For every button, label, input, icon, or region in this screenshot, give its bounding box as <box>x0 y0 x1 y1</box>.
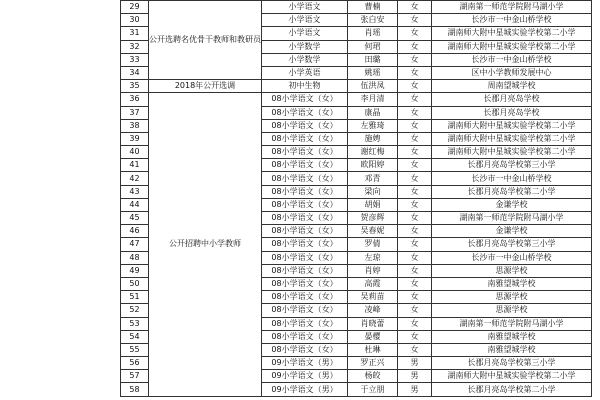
name-cell: 罗正兴 <box>348 357 398 370</box>
row-number: 56 <box>121 357 149 370</box>
sex-cell: 女 <box>398 106 432 119</box>
sex-cell: 女 <box>398 80 432 93</box>
subject-cell: 08小学语文（女） <box>262 343 348 356</box>
school-cell: 金谦学校 <box>432 225 592 238</box>
name-cell: 贺彦辉 <box>348 212 398 225</box>
name-cell: 田璐 <box>348 53 398 66</box>
sex-cell: 女 <box>398 238 432 251</box>
name-cell: 姚瑶 <box>348 66 398 79</box>
school-cell: 长郡月亮岛学校 <box>432 106 592 119</box>
category-cell: 公开选聘名优骨干教师和教研员 <box>149 1 262 80</box>
school-cell: 长郡月亮岛学校第三小学 <box>432 357 592 370</box>
subject-cell: 小学数学 <box>262 40 348 53</box>
school-cell: 湖南师大附中星城实验学校第二小学 <box>432 370 592 383</box>
school-cell: 区中小学教师发展中心 <box>432 66 592 79</box>
school-cell: 长郡月亮岛学校第三小学 <box>432 159 592 172</box>
subject-cell: 小学数学 <box>262 53 348 66</box>
row-number: 48 <box>121 251 149 264</box>
category-cell: 2018年公开选调 <box>149 80 262 93</box>
subject-cell: 08小学语文（女） <box>262 172 348 185</box>
name-cell: 康晶 <box>348 106 398 119</box>
sex-cell: 女 <box>398 146 432 159</box>
row-number: 34 <box>121 66 149 79</box>
sex-cell: 女 <box>398 212 432 225</box>
school-cell: 周南望城学校 <box>432 80 592 93</box>
row-number: 47 <box>121 238 149 251</box>
row-number: 44 <box>121 198 149 211</box>
name-cell: 胡娟 <box>348 198 398 211</box>
sex-cell: 女 <box>398 330 432 343</box>
name-cell: 伍洪凤 <box>348 80 398 93</box>
subject-cell: 09小学语文（男） <box>262 370 348 383</box>
name-cell: 晏樱 <box>348 330 398 343</box>
subject-cell: 08小学语文（女） <box>262 119 348 132</box>
school-cell: 长沙市一中金山桥学校 <box>432 251 592 264</box>
category-cell: 公开招聘中小学教师 <box>149 93 262 396</box>
table-row <box>121 1 592 14</box>
row-number: 33 <box>121 53 149 66</box>
subject-cell: 08小学语文（女） <box>262 317 348 330</box>
subject-cell: 小学语文 <box>262 27 348 40</box>
row-number: 51 <box>121 291 149 304</box>
school-cell: 南雅望城学校 <box>432 277 592 290</box>
name-cell: 左雅琦 <box>348 119 398 132</box>
subject-cell: 初中生物 <box>262 80 348 93</box>
subject-cell: 08小学语文（女） <box>262 159 348 172</box>
row-number: 35 <box>121 80 149 93</box>
subject-cell: 08小学语文（女） <box>262 251 348 264</box>
school-cell: 湖南第一师范学院附马湖小学 <box>432 212 592 225</box>
name-cell: 左琼 <box>348 251 398 264</box>
row-number: 42 <box>121 172 149 185</box>
name-cell: 李月清 <box>348 93 398 106</box>
subject-cell: 08小学语文（女） <box>262 291 348 304</box>
sex-cell: 女 <box>398 14 432 27</box>
name-cell: 肖晓蕾 <box>348 317 398 330</box>
sex-cell: 男 <box>398 370 432 383</box>
row-number: 32 <box>121 40 149 53</box>
subject-cell: 小学语文 <box>262 14 348 27</box>
row-number: 39 <box>121 132 149 145</box>
subject-cell: 08小学语文（女） <box>262 106 348 119</box>
table-row <box>121 93 592 106</box>
sex-cell: 女 <box>398 198 432 211</box>
subject-cell: 08小学语文（女） <box>262 212 348 225</box>
row-number: 31 <box>121 27 149 40</box>
row-number: 43 <box>121 185 149 198</box>
row-number: 57 <box>121 370 149 383</box>
row-number: 50 <box>121 277 149 290</box>
school-cell: 湖南师大附中星城实验学校第二小学 <box>432 40 592 53</box>
sex-cell: 男 <box>398 357 432 370</box>
table-row <box>121 80 592 93</box>
subject-cell: 08小学语文（女） <box>262 198 348 211</box>
row-number: 37 <box>121 106 149 119</box>
subject-cell: 08小学语文（女） <box>262 330 348 343</box>
name-cell: 肖瑶 <box>348 27 398 40</box>
name-cell: 肖婷 <box>348 264 398 277</box>
name-cell: 何珺 <box>348 40 398 53</box>
row-number: 53 <box>121 317 149 330</box>
name-cell: 吴莉苗 <box>348 291 398 304</box>
sex-cell: 女 <box>398 93 432 106</box>
name-cell: 邓青 <box>348 172 398 185</box>
school-cell: 湖南师大附中星城实验学校第二小学 <box>432 132 592 145</box>
subject-cell: 小学语文 <box>262 1 348 14</box>
school-cell: 长沙市一中金山桥学校 <box>432 53 592 66</box>
sex-cell: 女 <box>398 66 432 79</box>
sex-cell: 女 <box>398 251 432 264</box>
row-number: 30 <box>121 14 149 27</box>
row-number: 40 <box>121 146 149 159</box>
row-number: 38 <box>121 119 149 132</box>
sex-cell: 女 <box>398 132 432 145</box>
school-cell: 湖南第一师范学院附马湖小学 <box>432 317 592 330</box>
name-cell: 高霞 <box>348 277 398 290</box>
row-number: 41 <box>121 159 149 172</box>
row-number: 46 <box>121 225 149 238</box>
sex-cell: 女 <box>398 264 432 277</box>
name-cell: 吴春妮 <box>348 225 398 238</box>
sex-cell: 女 <box>398 159 432 172</box>
sex-cell: 女 <box>398 172 432 185</box>
name-cell: 凌峰 <box>348 304 398 317</box>
name-cell: 杨皎 <box>348 370 398 383</box>
school-cell: 长郡月亮岛学校第三小学 <box>432 238 592 251</box>
row-number: 52 <box>121 304 149 317</box>
sex-cell: 女 <box>398 119 432 132</box>
name-cell: 于立朋 <box>348 383 398 396</box>
subject-cell: 08小学语文（女） <box>262 93 348 106</box>
school-cell: 思源学校 <box>432 264 592 277</box>
row-number: 58 <box>121 383 149 396</box>
school-cell: 思源学校 <box>432 291 592 304</box>
sex-cell: 女 <box>398 225 432 238</box>
school-cell: 金谦学校 <box>432 198 592 211</box>
sex-cell: 女 <box>398 317 432 330</box>
school-cell: 湖南师大附中星城实验学校第二小学 <box>432 146 592 159</box>
school-cell: 长沙市一中金山桥学校 <box>432 172 592 185</box>
school-cell: 南雅望城学校 <box>432 330 592 343</box>
school-cell: 思源学校 <box>432 304 592 317</box>
sex-cell: 女 <box>398 1 432 14</box>
name-cell: 施娉 <box>348 132 398 145</box>
subject-cell: 08小学语文（女） <box>262 132 348 145</box>
school-cell: 长郡月亮岛学校 <box>432 93 592 106</box>
sex-cell: 女 <box>398 277 432 290</box>
subject-cell: 小学英语 <box>262 66 348 79</box>
subject-cell: 09小学语文（男） <box>262 383 348 396</box>
school-cell: 南雅望城学校 <box>432 343 592 356</box>
sex-cell: 女 <box>398 343 432 356</box>
name-cell: 杜琳 <box>348 343 398 356</box>
sex-cell: 女 <box>398 304 432 317</box>
school-cell: 湖南师大附中星城实验学校第二小学 <box>432 119 592 132</box>
sex-cell: 女 <box>398 40 432 53</box>
sex-cell: 女 <box>398 27 432 40</box>
name-cell: 梁向 <box>348 185 398 198</box>
school-cell: 长郡月亮岛学校第二小学 <box>432 383 592 396</box>
name-cell: 罗倩 <box>348 238 398 251</box>
sex-cell: 女 <box>398 291 432 304</box>
table-body <box>121 1 592 397</box>
name-cell: 曹楠 <box>348 1 398 14</box>
sex-cell: 女 <box>398 185 432 198</box>
school-cell: 长沙市一中金山桥学校 <box>432 14 592 27</box>
subject-cell: 08小学语文（女） <box>262 238 348 251</box>
subject-cell: 08小学语文（女） <box>262 304 348 317</box>
school-cell: 湖南师大附中星城实验学校第二小学 <box>432 27 592 40</box>
subject-cell: 08小学语文（女） <box>262 185 348 198</box>
name-cell: 谢红梅 <box>348 146 398 159</box>
row-number: 54 <box>121 330 149 343</box>
subject-cell: 08小学语文（女） <box>262 225 348 238</box>
school-cell: 湖南第一师范学院附马湖小学 <box>432 1 592 14</box>
sex-cell: 女 <box>398 53 432 66</box>
name-cell: 欧阳婷 <box>348 159 398 172</box>
sex-cell: 男 <box>398 383 432 396</box>
subject-cell: 09小学语文（男） <box>262 357 348 370</box>
row-number: 45 <box>121 212 149 225</box>
subject-cell: 08小学语文（女） <box>262 264 348 277</box>
teacher-list-table <box>120 0 592 397</box>
row-number: 55 <box>121 343 149 356</box>
row-number: 36 <box>121 93 149 106</box>
subject-cell: 08小学语文（女） <box>262 277 348 290</box>
name-cell: 张白安 <box>348 14 398 27</box>
school-cell: 长郡月亮岛学校第二小学 <box>432 185 592 198</box>
row-number: 29 <box>121 1 149 14</box>
subject-cell: 08小学语文（女） <box>262 146 348 159</box>
row-number: 49 <box>121 264 149 277</box>
